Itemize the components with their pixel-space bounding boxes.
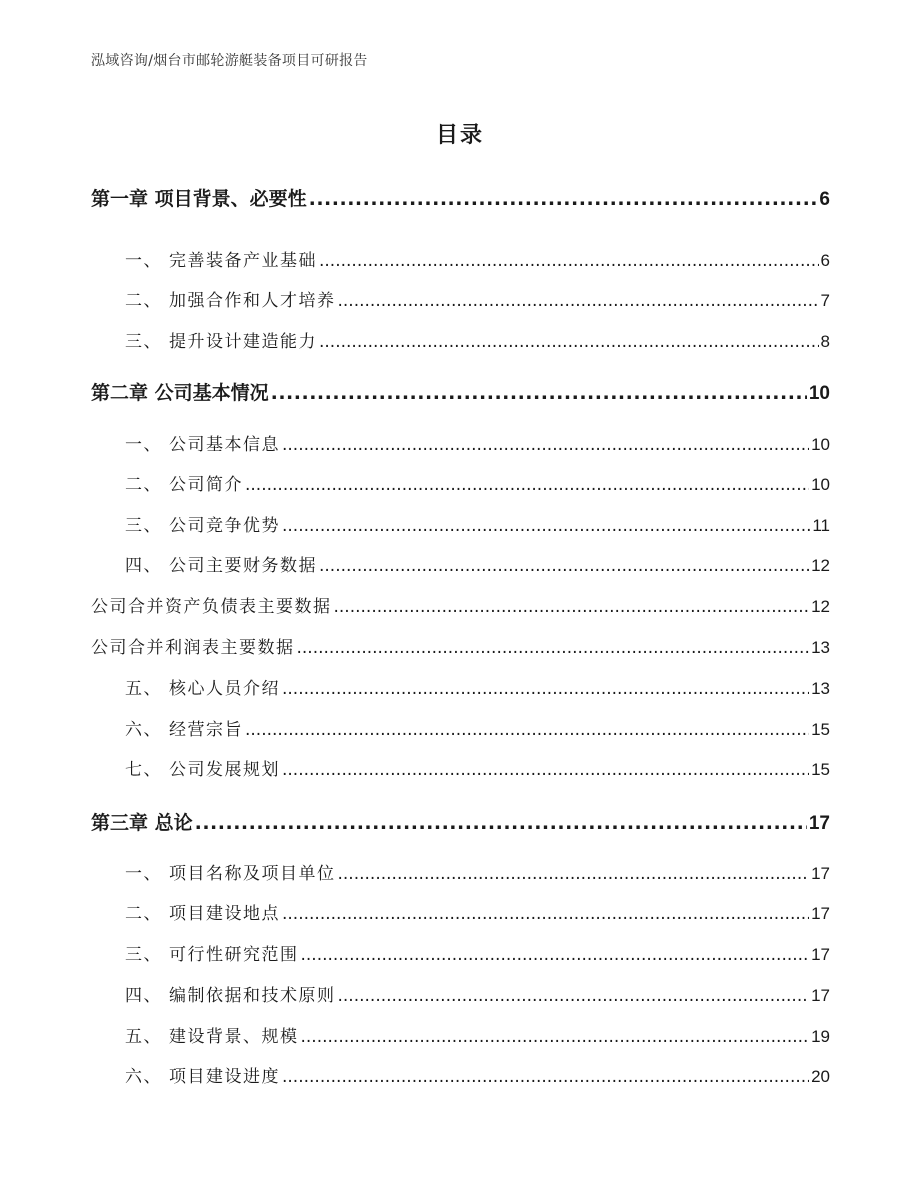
toc-section-entry[interactable] [91, 674, 830, 700]
toc-leader-dots [319, 556, 809, 576]
toc-entry-text: 项目建设地点 [169, 904, 280, 924]
toc-entry-number: 三、 [125, 332, 162, 352]
toc-entry-text: 项目建设进度 [169, 1067, 280, 1087]
toc-chapter-entry[interactable] [91, 378, 830, 408]
toc-leader-dots [301, 1027, 810, 1047]
toc-entry-label [125, 859, 336, 884]
toc-entry-text: 经营宗旨 [169, 720, 243, 740]
toc-page-number: 13 [811, 679, 830, 698]
toc-entry-number: 五、 [125, 679, 162, 699]
toc-page-number: 10 [811, 435, 830, 454]
toc-entry-number: 一、 [125, 864, 162, 884]
toc-page-number: 13 [811, 638, 830, 657]
toc-section-entry[interactable] [91, 859, 830, 885]
toc-leader-dots [309, 188, 818, 210]
toc-entry-number: 一、 [125, 435, 162, 455]
toc-entry-text: 公司基本信息 [169, 435, 280, 455]
toc-page-number: 6 [819, 189, 830, 210]
toc-section-entry[interactable] [91, 592, 830, 618]
toc-leader-dots [319, 332, 819, 352]
toc-entry-number: 二、 [125, 291, 162, 311]
toc-chapter-entry[interactable] [91, 184, 830, 214]
toc-section-entry[interactable] [91, 1022, 830, 1048]
toc-entry-label [91, 633, 295, 658]
toc-entry-text: 公司合并利润表主要数据 [91, 638, 295, 658]
toc-entry-text: 建设背景、规模 [169, 1027, 299, 1047]
toc-entry-number: 七、 [125, 760, 162, 780]
toc-entry-label [91, 808, 193, 835]
toc-entry-label [125, 470, 243, 495]
toc-leader-dots [319, 251, 819, 271]
toc-page-number: 17 [811, 986, 830, 1005]
toc-entry-number: 二、 [125, 904, 162, 924]
toc-entry-number: 三、 [125, 516, 162, 536]
toc-entry-text: 公司简介 [169, 475, 243, 495]
toc-leader-dots [271, 382, 807, 404]
toc-page-number: 12 [811, 556, 830, 575]
toc-page-number: 12 [811, 597, 830, 616]
toc-entry-label [125, 755, 280, 780]
toc-entry-number: 六、 [125, 720, 162, 740]
toc-leader-dots [282, 516, 810, 536]
toc-entry-text: 编制依据和技术原则 [169, 986, 336, 1006]
toc-entry-text: 完善装备产业基础 [169, 251, 317, 271]
toc-page-number: 19 [811, 1027, 830, 1046]
toc-leader-dots [338, 864, 810, 884]
toc-leader-dots [282, 679, 809, 699]
toc-entry-label [125, 430, 280, 455]
toc-section-entry[interactable] [91, 511, 830, 537]
toc-leader-dots [195, 812, 807, 834]
toc-entry-text: 第一章 项目背景、必要性 [91, 188, 307, 210]
toc-section-entry[interactable] [91, 755, 830, 781]
toc-entry-number: 一、 [125, 251, 162, 271]
toc-entry-number: 四、 [125, 556, 162, 576]
toc-page-number: 15 [811, 720, 830, 739]
toc-section-entry[interactable] [91, 327, 830, 353]
toc-entry-label [91, 378, 269, 405]
toc-entry-number: 四、 [125, 986, 162, 1006]
toc-entry-text: 项目名称及项目单位 [169, 864, 336, 884]
toc-leader-dots [282, 1067, 809, 1087]
toc-section-entry[interactable] [91, 470, 830, 496]
toc-entry-text: 核心人员介绍 [169, 679, 280, 699]
toc-entry-text: 公司发展规划 [169, 760, 280, 780]
toc-entry-text: 可行性研究范围 [169, 945, 299, 965]
toc-chapter-entry[interactable] [91, 808, 830, 838]
toc-entry-label [125, 1062, 280, 1087]
toc-page-number: 11 [812, 516, 830, 535]
toc-entry-label [91, 184, 307, 211]
toc-page-number: 17 [811, 904, 830, 923]
toc-leader-dots [245, 720, 809, 740]
toc-page-number: 7 [820, 291, 830, 310]
toc-entry-text: 提升设计建造能力 [169, 332, 317, 352]
toc-section-entry[interactable] [91, 1062, 830, 1088]
toc-entry-text: 公司竞争优势 [169, 516, 280, 536]
toc-entry-text: 公司合并资产负债表主要数据 [91, 597, 332, 617]
toc-entry-text: 加强合作和人才培养 [169, 291, 336, 311]
toc-leader-dots [245, 475, 809, 495]
toc-entry-number: 二、 [125, 475, 162, 495]
toc-section-entry[interactable] [91, 430, 830, 456]
toc-leader-dots [338, 986, 810, 1006]
toc-page-number: 10 [808, 383, 830, 404]
toc-entry-number: 三、 [125, 945, 162, 965]
toc-entry-label [125, 899, 280, 924]
toc-page-number: 17 [811, 864, 830, 883]
toc-leader-dots [282, 760, 809, 780]
toc-section-entry[interactable] [91, 286, 830, 312]
running-header: 泓域咨询/烟台市邮轮游艇装备项目可研报告 [91, 53, 368, 69]
toc-entry-text: 公司主要财务数据 [169, 556, 317, 576]
toc-page-number: 17 [811, 945, 830, 964]
toc-page-number: 20 [811, 1067, 830, 1086]
toc-entry-text: 第二章 公司基本情况 [91, 382, 269, 404]
toc-leader-dots [297, 638, 810, 658]
toc-leader-dots [282, 435, 809, 455]
toc-section-entry[interactable] [91, 981, 830, 1007]
toc-section-entry[interactable] [91, 633, 830, 659]
toc-leader-dots [334, 597, 810, 617]
toc-entry-number: 五、 [125, 1027, 162, 1047]
toc-section-entry[interactable] [91, 899, 830, 925]
toc-page-number: 8 [820, 332, 830, 351]
toc-entry-label [125, 551, 317, 576]
toc-entry-label [125, 511, 280, 536]
toc-entry-label [125, 981, 336, 1006]
toc-section-entry[interactable] [91, 715, 830, 741]
toc-entry-text: 第三章 总论 [91, 812, 193, 834]
toc-leader-dots [282, 904, 809, 924]
toc-entry-number: 六、 [125, 1067, 162, 1087]
toc-entry-label [91, 592, 332, 617]
toc-page-number: 10 [811, 475, 830, 494]
toc-entry-label [125, 940, 299, 965]
toc-title: 目录 [435, 123, 484, 148]
toc-page-number: 6 [820, 251, 830, 270]
toc-leader-dots [338, 291, 819, 311]
toc-entry-label [125, 286, 336, 311]
toc-entry-label [125, 674, 280, 699]
toc-entry-label [125, 246, 317, 271]
toc-leader-dots [301, 945, 810, 965]
toc-entry-label [125, 715, 243, 740]
toc-section-entry[interactable] [91, 551, 830, 577]
toc-page-number: 15 [811, 760, 830, 779]
toc-section-entry[interactable] [91, 246, 830, 272]
toc-section-entry[interactable] [91, 940, 830, 966]
toc-page-number: 17 [808, 813, 830, 834]
toc-entry-label [125, 1022, 299, 1047]
toc-entry-label [125, 327, 317, 352]
